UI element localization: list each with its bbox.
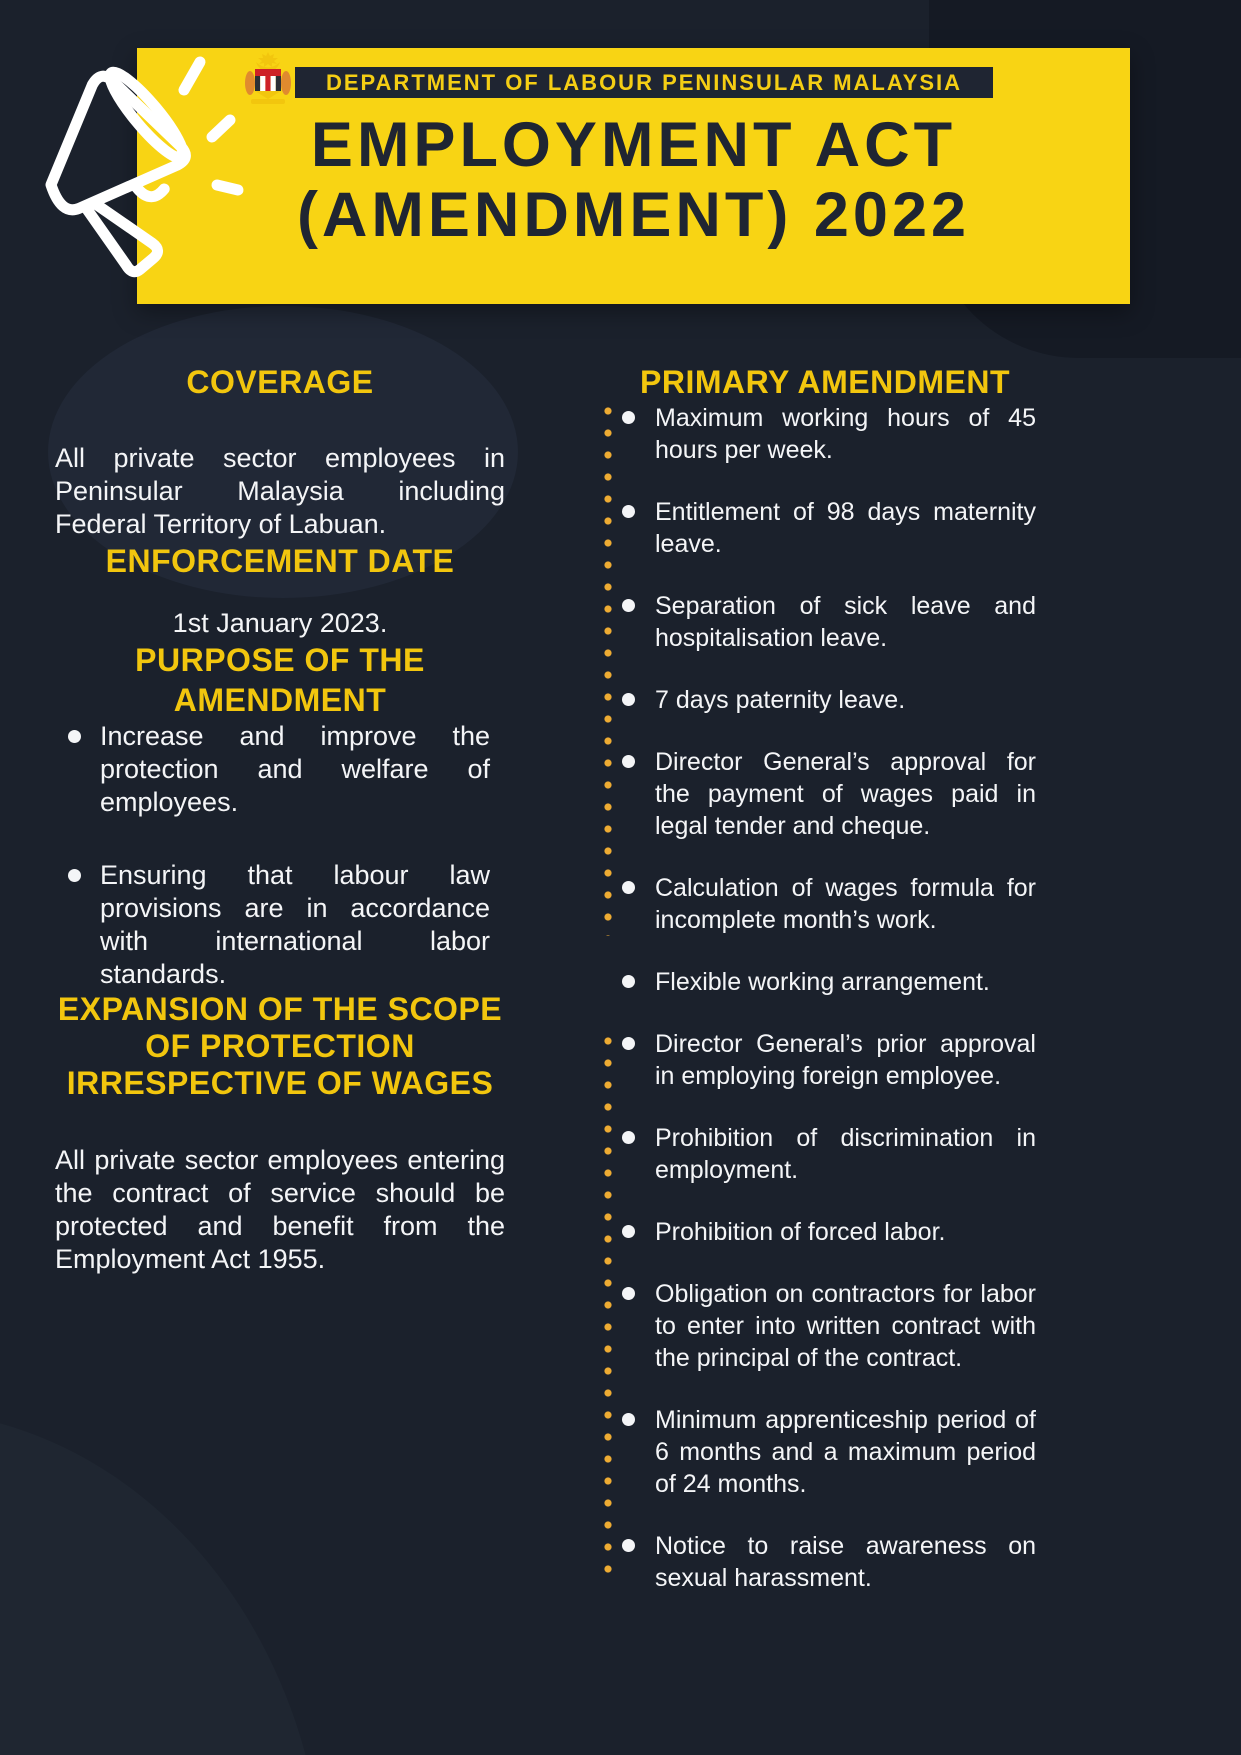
left-column	[55, 362, 505, 1276]
primary-bullet: Entitlement of 98 days maternity leave.	[610, 496, 1036, 560]
purpose-heading	[55, 640, 505, 720]
primary-bullet: Minimum apprenticeship period of 6 months and a maximum period of 24 months.	[610, 1404, 1036, 1500]
header-banner	[137, 48, 1130, 304]
primary-bullet: Separation of sick leave and hospitalisation leave.	[610, 590, 1036, 654]
title-line-1: EMPLOYMENT ACT	[310, 110, 957, 180]
enforcement-date-heading: ENFORCEMENT DATE	[105, 543, 455, 579]
coverage-heading: COVERAGE	[186, 364, 374, 400]
primary-bullet: 7 days paternity leave.	[610, 684, 1036, 716]
primary-bullet: Notice to raise awareness on sexual harassment.	[610, 1530, 1036, 1594]
primary-amendment-bullet-list	[610, 402, 1040, 1594]
primary-amendment-heading: PRIMARY AMENDMENT	[640, 364, 1010, 400]
right-column	[610, 362, 1040, 1594]
primary-bullet: Flexible working arrangement.	[610, 966, 1036, 998]
expansion-heading-line-3: IRRESPECTIVE OF WAGES	[66, 1065, 494, 1101]
primary-bullet: Maximum working hours of 45 hours per week.	[610, 402, 1036, 466]
expansion-body: All private sector employees entering the contract of service should be protected and benefit from the Employment Act 1955.	[55, 1145, 505, 1274]
primary-bullet: Prohibition of forced labor.	[610, 1216, 1036, 1248]
department-bar	[295, 67, 993, 98]
bottom-left-backdrop-ellipse	[0, 1410, 325, 1755]
poster-title	[137, 110, 1130, 250]
purpose-heading-line-1: PURPOSE OF THE	[135, 642, 425, 678]
purpose-bullet: Increase and improve the protection and welfare of employees.	[55, 720, 490, 819]
primary-bullet: Obligation on contractors for labor to enter into written contract with the principal of the contract.	[610, 1278, 1036, 1374]
primary-bullet: Calculation of wages formula for incomplete month’s work.	[610, 872, 1036, 936]
title-line-2: (AMENDMENT) 2022	[296, 180, 971, 250]
purpose-heading-line-2: AMENDMENT	[173, 682, 387, 718]
purpose-bullet-list	[55, 720, 505, 991]
expansion-heading	[55, 991, 505, 1102]
coverage-body: All private sector employees in Peninsular Malaysia including Federal Territory of Labuan.	[55, 443, 505, 539]
expansion-heading-line-2: OF PROTECTION	[145, 1028, 415, 1064]
primary-bullet: Prohibition of discrimination in employment.	[610, 1122, 1036, 1186]
primary-bullet: Director General’s prior approval in employing foreign employee.	[610, 1028, 1036, 1092]
expansion-heading-line-1: EXPANSION OF THE SCOPE	[57, 991, 503, 1027]
enforcement-date-value: 1st January 2023.	[172, 608, 388, 638]
primary-bullet: Director General’s approval for the payment of wages paid in legal tender and cheque.	[610, 746, 1036, 842]
purpose-bullet: Ensuring that labour law provisions are in accordance with international labor standards.	[55, 859, 490, 991]
department-name: DEPARTMENT OF LABOUR PENINSULAR MALAYSIA	[325, 69, 963, 95]
megaphone-icon	[4, 44, 272, 304]
